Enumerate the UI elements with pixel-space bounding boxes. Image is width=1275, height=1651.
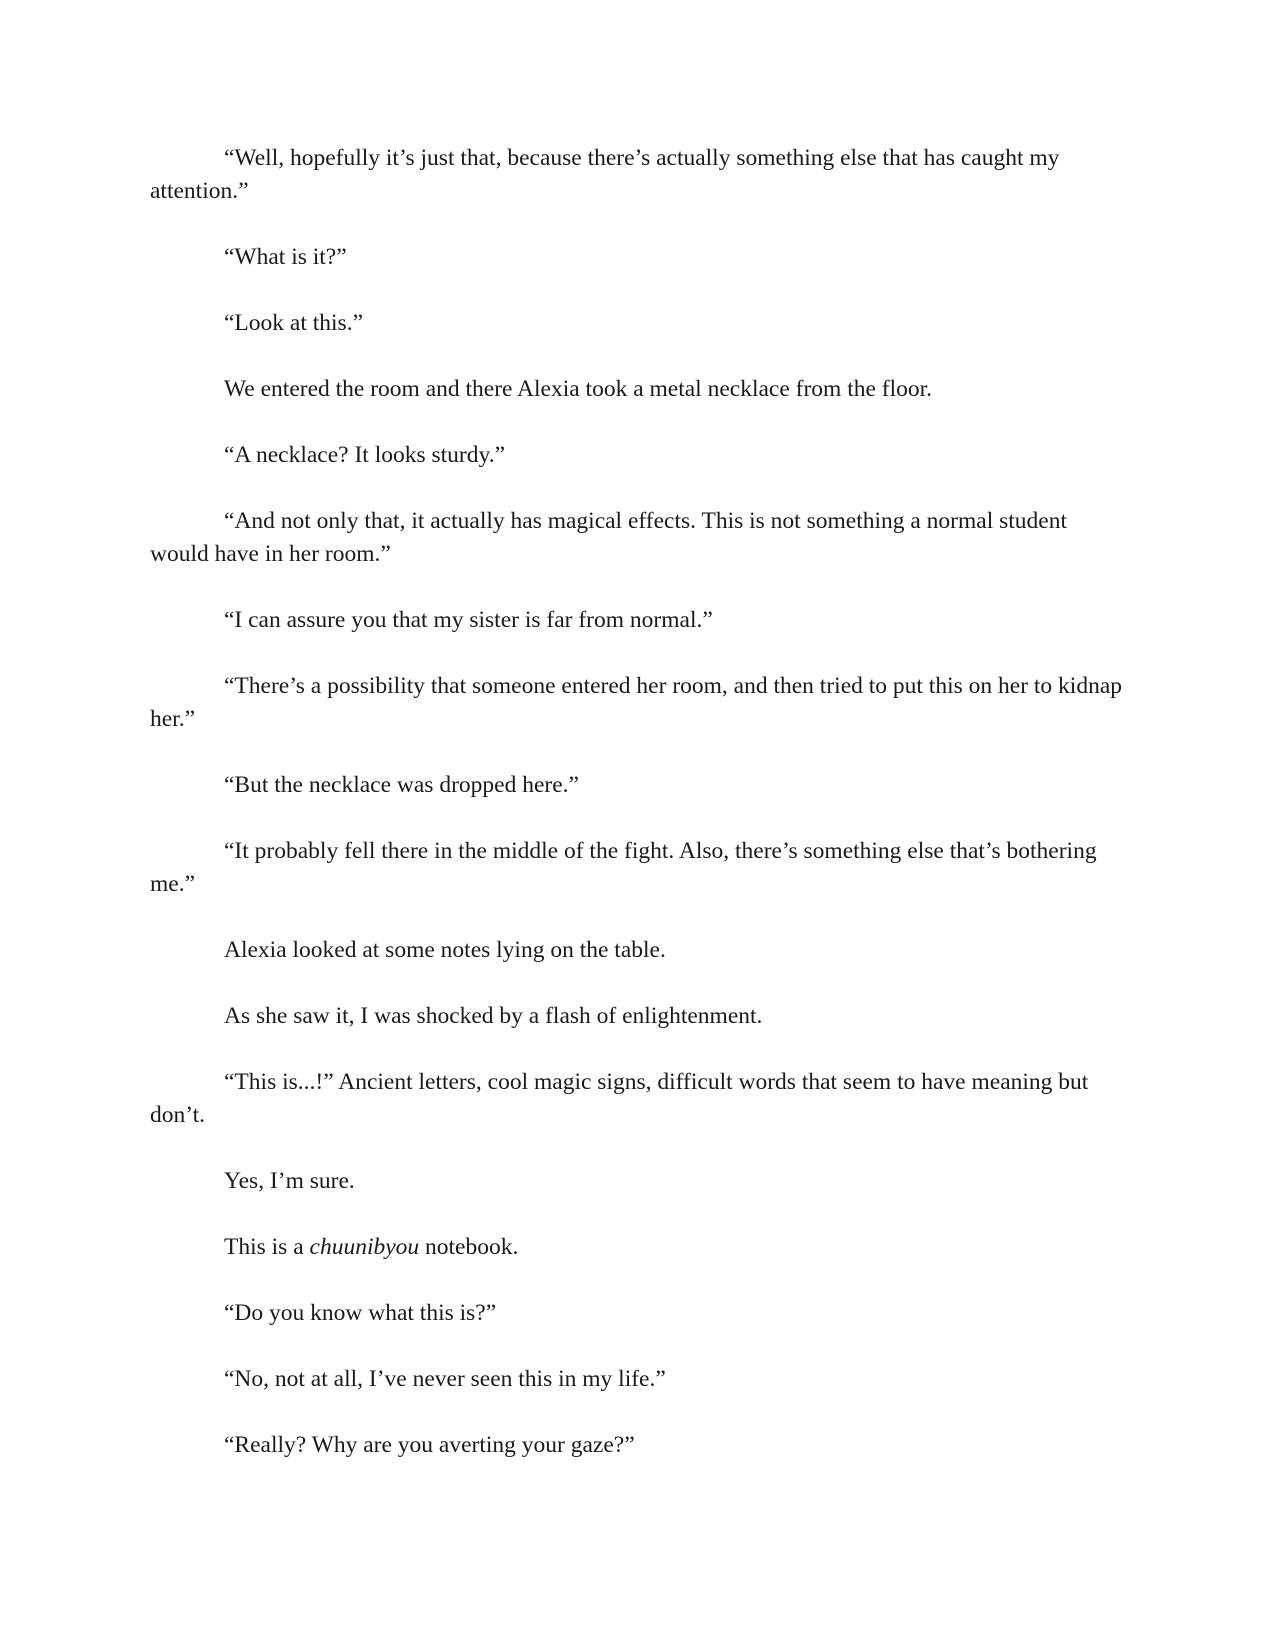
paragraph: Yes, I’m sure. — [224, 1168, 355, 1194]
paragraph: “There’s a possibility that someone entered her room, and then tried to put this on her to kidnap her.” — [150, 673, 1123, 732]
body-text — [150, 142, 1125, 1495]
paragraph: “This is...!” Ancient letters, cool magic signs, difficult words that seem to have meaning but don’t. — [150, 1069, 1089, 1128]
paragraph: “But the necklace was dropped here.” — [224, 772, 579, 798]
paragraph: “No, not at all, I’ve never seen this in my life.” — [224, 1366, 666, 1392]
paragraph-text-after: notebook. — [419, 1234, 519, 1260]
paragraph: “I can assure you that my sister is far from normal.” — [224, 607, 713, 633]
paragraph: We entered the room and there Alexia took a metal necklace from the floor. — [224, 376, 933, 402]
paragraph: “A necklace? It looks sturdy.” — [224, 442, 506, 468]
paragraph: “Really? Why are you averting your gaze?” — [224, 1432, 635, 1458]
paragraph: “And not only that, it actually has magical effects. This is not something a normal student would have in her room.” — [150, 508, 1068, 567]
paragraph-with-italic — [150, 1231, 1125, 1264]
italic-term: chuunibyou — [309, 1234, 420, 1260]
paragraph: “Well, hopefully it’s just that, because there’s actually something else that has caught my attention.” — [150, 145, 1060, 204]
paragraph: “Look at this.” — [224, 310, 364, 336]
paragraph: “It probably fell there in the middle of the fight. Also, there’s something else that’s bothering me.” — [150, 838, 1097, 897]
paragraph: Alexia looked at some notes lying on the table. — [224, 937, 666, 963]
paragraph: “Do you know what this is?” — [224, 1300, 497, 1326]
paragraph: “What is it?” — [224, 244, 347, 270]
paragraph-text-before: This is a — [224, 1234, 310, 1260]
paragraph: As she saw it, I was shocked by a flash of enlightenment. — [224, 1003, 763, 1029]
